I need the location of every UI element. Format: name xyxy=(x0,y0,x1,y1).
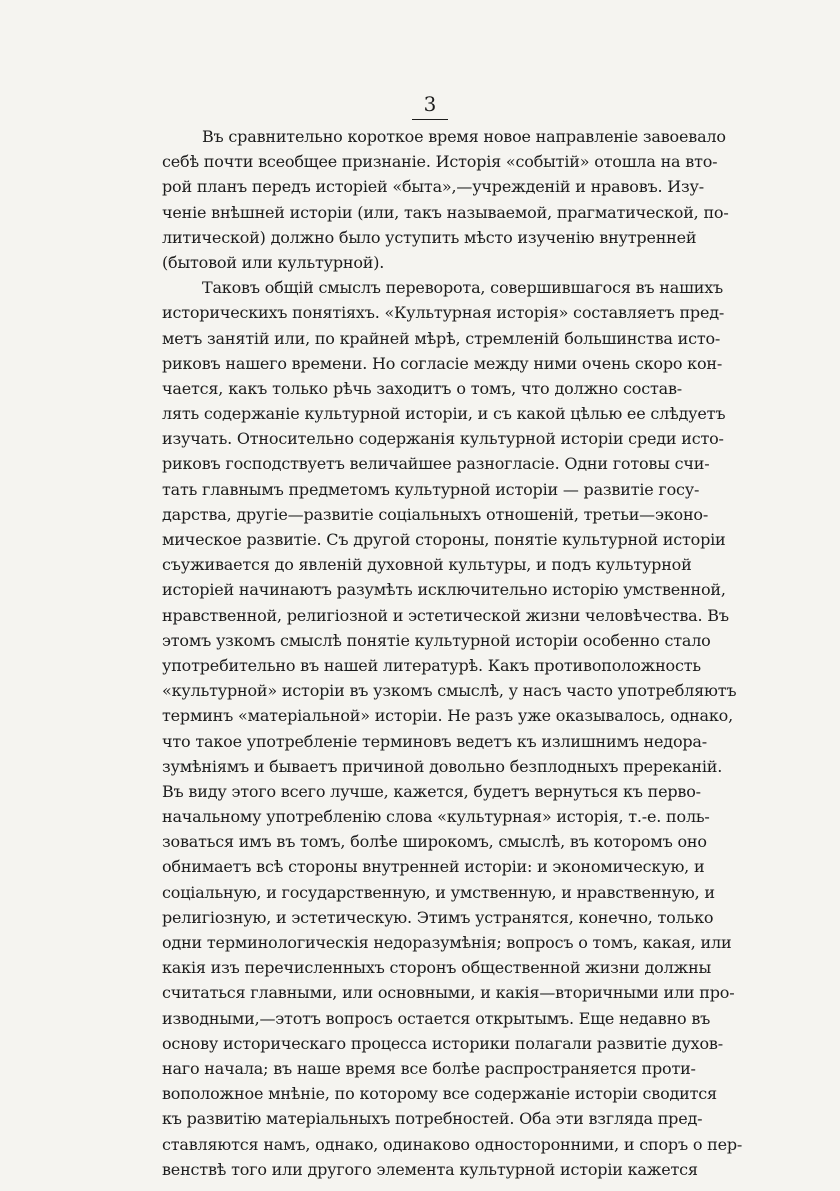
text-line: рой планъ передъ исторіей «быта»,—учрежденій и нравовъ. Изу- xyxy=(162,177,704,197)
text-line: соціальную, и государственную, и умственную, и нравственную, и xyxy=(162,882,715,902)
text-line: риковъ господствуетъ величайшее разногласіе. Одни готовы счи- xyxy=(162,454,710,474)
text-line: мическое развитіе. Съ другой стороны, понятіе культурной исторіи xyxy=(162,530,726,549)
text-line: изводными,—этотъ вопросъ остается открытымъ. Еще недавно въ xyxy=(162,1008,711,1028)
text-line: къ развитію матеріальныхъ потребностей. Оба эти взгляда пред- xyxy=(162,1109,703,1129)
text-line: риковъ нашего времени. Но согласіе между ними очень скоро кон- xyxy=(162,353,723,373)
page-number: 3 xyxy=(423,92,437,116)
text-line: наго начала; въ наше время все болѣе распространяется проти- xyxy=(162,1058,696,1078)
text-line: что такое употребленіе терминовъ ведетъ къ излишнимъ недора- xyxy=(162,731,707,751)
text-line: религіозную, и эстетическую. Этимъ устранятся, конечно, только xyxy=(162,907,714,927)
page-number-rule xyxy=(412,119,448,120)
text-line: обнимаетъ всѣ стороны внутренней исторіи: и экономическую, и xyxy=(162,857,705,877)
text-line: чается, какъ только рѣчь заходитъ о томъ, что должно состав- xyxy=(162,378,682,398)
text-line: считаться главными, или основными, и какія—вторичными или про- xyxy=(162,983,735,1003)
text-line: зоваться имъ въ томъ, болѣе широкомъ, смыслѣ, въ которомъ оно xyxy=(162,832,707,852)
text-line: этомъ узкомъ смыслѣ понятіе культурной исторіи особенно стало xyxy=(162,630,711,650)
text-line: метъ занятій или, по крайней мѣрѣ, стремленій большинства исто- xyxy=(162,328,721,348)
text-line: историческихъ понятіяхъ. «Культурная исторія» составляетъ пред- xyxy=(162,303,725,323)
text-line: нравственной, религіозной и эстетической жизни человѣчества. Въ xyxy=(162,605,729,625)
text-line: исторіей начинаютъ разумѣть исключительно исторію умственной, xyxy=(162,580,726,600)
text-line: одни терминологическія недоразумѣнія; вопросъ о томъ, какая, или xyxy=(162,933,732,952)
text-line: съуживается до явленій духовной культуры, и подъ культурной xyxy=(162,555,692,575)
text-line: воположное мнѣніе, по которому все содержаніе исторіи сводится xyxy=(162,1084,717,1104)
text-line: Таковъ общій смыслъ переворота, совершившагося въ нашихъ xyxy=(202,278,724,298)
text-line: ченіе внѣшней исторіи (или, такъ называемой, прагматической, по- xyxy=(162,202,729,222)
text-line: «культурной» исторіи въ узкомъ смыслѣ, у насъ часто употребляютъ xyxy=(162,681,737,701)
text-line: лять содержаніе культурной исторіи, и съ какой цѣлью ее слѣдуетъ xyxy=(162,404,726,424)
text-line: терминъ «матеріальной» исторіи. Не разъ уже оказывалось, однако, xyxy=(162,706,734,726)
text-line: изучать. Относительно содержанія культурной исторіи среди исто- xyxy=(162,429,724,449)
body-text xyxy=(162,124,743,1182)
text-line: дарства, другіе—развитіе соціальныхъ отношеній, третьи—эконо- xyxy=(162,504,709,524)
text-line: Въ виду этого всего лучше, кажется, будетъ вернуться къ перво- xyxy=(162,781,701,801)
text-line: зумѣніямъ и бываетъ причиной довольно безплодныхъ пререканій. xyxy=(162,756,723,776)
text-line: Въ сравнительно короткое время новое направленіе завоевало xyxy=(202,127,726,146)
text-line: какія изъ перечисленныхъ сторонъ общественной жизни должны xyxy=(162,958,712,978)
text-line: начальному употребленію слова «культурная» исторія, т.-е. поль- xyxy=(162,807,710,827)
text-line: тать главнымъ предметомъ культурной исторіи — развитіе госу- xyxy=(162,479,700,499)
text-line: себѣ почти всеобщее признаніе. Исторія «событій» отошла на вто- xyxy=(162,152,718,172)
text-line: венствѣ того или другого элемента культурной исторіи кажется xyxy=(162,1159,698,1179)
text-line: употребительно въ нашей литературѣ. Какъ противоположность xyxy=(162,655,701,675)
text-line: ставляются намъ, однако, одинаково односторонними, и споръ о пер- xyxy=(162,1134,743,1154)
text-line: (бытовой или культурной). xyxy=(162,252,385,272)
text-line: литической) должно было уступить мѣсто изученію внутренней xyxy=(162,227,697,247)
text-line: основу историческаго процесса историки полагали развитіе духов- xyxy=(162,1033,723,1053)
